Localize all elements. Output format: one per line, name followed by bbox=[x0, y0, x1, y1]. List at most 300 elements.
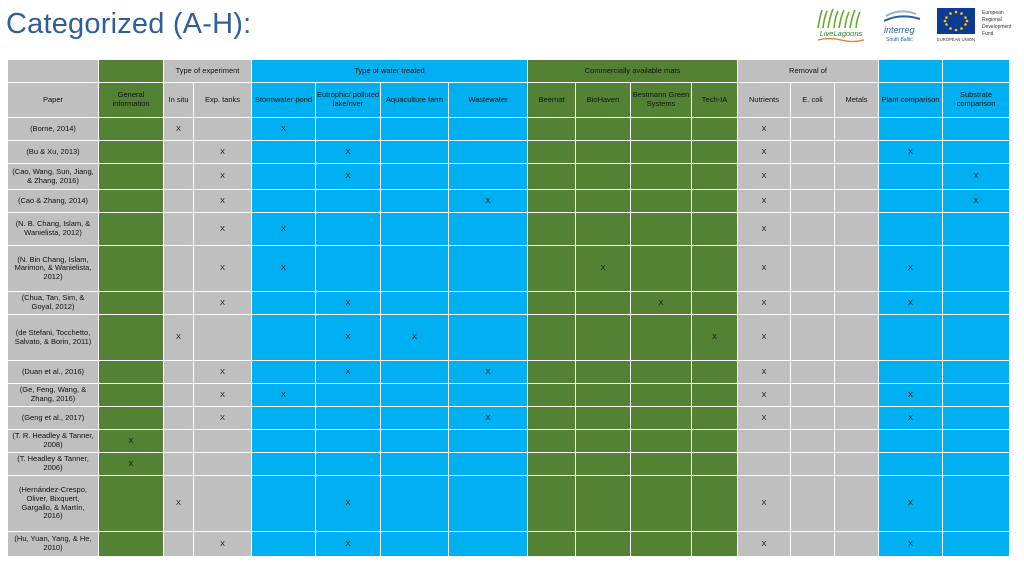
paper-cell: (T. R. Headley & Tanner, 2008) bbox=[8, 430, 98, 452]
mark-cell: X bbox=[194, 213, 251, 245]
mark-cell bbox=[381, 476, 448, 531]
mark-cell bbox=[738, 430, 790, 452]
mark-cell bbox=[835, 453, 878, 475]
mark-cell bbox=[692, 213, 737, 245]
mark-cell bbox=[943, 213, 1009, 245]
mark-cell bbox=[631, 246, 691, 291]
mark-cell bbox=[528, 407, 575, 429]
mark-cell bbox=[528, 532, 575, 556]
mark-cell bbox=[316, 190, 380, 212]
mark-cell bbox=[879, 164, 942, 189]
mark-cell bbox=[316, 430, 380, 452]
mark-cell bbox=[692, 430, 737, 452]
mark-cell bbox=[449, 164, 527, 189]
mark-cell bbox=[791, 164, 834, 189]
mark-cell bbox=[835, 292, 878, 314]
mark-cell bbox=[316, 384, 380, 406]
mark-cell: X bbox=[194, 141, 251, 163]
group-header-empty bbox=[8, 60, 98, 82]
mark-cell: X bbox=[879, 246, 942, 291]
mark-cell bbox=[194, 430, 251, 452]
table-row bbox=[8, 292, 1009, 314]
live-lagoons-logo bbox=[812, 6, 870, 44]
mark-cell bbox=[692, 384, 737, 406]
group-header-experiment: Type of experiment bbox=[164, 60, 251, 82]
mark-cell bbox=[631, 118, 691, 140]
group-header-mats: Commercially available mats bbox=[528, 60, 737, 82]
mark-cell: X bbox=[252, 118, 315, 140]
svg-text:EUROPEAN UNION: EUROPEAN UNION bbox=[936, 37, 976, 42]
mark-cell bbox=[835, 213, 878, 245]
mark-cell bbox=[943, 453, 1009, 475]
mark-cell bbox=[381, 407, 448, 429]
column-header: In situ bbox=[164, 83, 193, 117]
mark-cell bbox=[835, 361, 878, 383]
logo-bar bbox=[812, 6, 1024, 44]
paper-cell: (Hu, Yuan, Yang, & He, 2010) bbox=[8, 532, 98, 556]
mark-cell bbox=[879, 118, 942, 140]
mark-cell bbox=[631, 430, 691, 452]
mark-cell: X bbox=[316, 476, 380, 531]
mark-cell bbox=[194, 315, 251, 360]
svg-text:interreg: interreg bbox=[884, 25, 915, 35]
mark-cell bbox=[381, 453, 448, 475]
column-header: Tech-IA bbox=[692, 83, 737, 117]
mark-cell bbox=[528, 315, 575, 360]
paper-cell: (T. Headley & Tanner, 2006) bbox=[8, 453, 98, 475]
mark-cell: X bbox=[194, 292, 251, 314]
mark-cell bbox=[528, 361, 575, 383]
mark-cell bbox=[791, 361, 834, 383]
literature-table bbox=[7, 59, 1010, 557]
mark-cell bbox=[576, 532, 630, 556]
mark-cell bbox=[943, 361, 1009, 383]
mark-cell bbox=[381, 384, 448, 406]
mark-cell bbox=[631, 384, 691, 406]
mark-cell bbox=[791, 141, 834, 163]
mark-cell bbox=[576, 430, 630, 452]
paper-cell: (Cao, Wang, Sun, Jiang, & Zhang, 2016) bbox=[8, 164, 98, 189]
mark-cell bbox=[99, 164, 163, 189]
mark-cell bbox=[164, 407, 193, 429]
mark-cell bbox=[528, 384, 575, 406]
mark-cell bbox=[943, 430, 1009, 452]
mark-cell: X bbox=[164, 118, 193, 140]
mark-cell bbox=[835, 141, 878, 163]
mark-cell bbox=[99, 384, 163, 406]
svg-text:European: European bbox=[982, 10, 1004, 16]
table-row bbox=[8, 213, 1009, 245]
column-header: Nutrients bbox=[738, 83, 790, 117]
mark-cell bbox=[99, 118, 163, 140]
mark-cell bbox=[692, 453, 737, 475]
mark-cell bbox=[164, 246, 193, 291]
mark-cell bbox=[528, 453, 575, 475]
mark-cell bbox=[252, 141, 315, 163]
mark-cell bbox=[692, 118, 737, 140]
interreg-logo bbox=[880, 6, 932, 44]
mark-cell bbox=[449, 532, 527, 556]
mark-cell bbox=[576, 141, 630, 163]
mark-cell: X bbox=[316, 361, 380, 383]
mark-cell: X bbox=[316, 532, 380, 556]
mark-cell bbox=[791, 213, 834, 245]
eu-flag-logo bbox=[936, 6, 1024, 44]
column-header: BioHaven bbox=[576, 83, 630, 117]
mark-cell bbox=[252, 476, 315, 531]
svg-text:Fund: Fund bbox=[982, 31, 994, 37]
mark-cell bbox=[164, 190, 193, 212]
mark-cell bbox=[449, 384, 527, 406]
column-header: Bestmann Green Systems bbox=[631, 83, 691, 117]
mark-cell bbox=[316, 407, 380, 429]
svg-text:Regional: Regional bbox=[982, 17, 1002, 23]
mark-cell bbox=[381, 164, 448, 189]
mark-cell bbox=[99, 476, 163, 531]
mark-cell bbox=[943, 407, 1009, 429]
mark-cell bbox=[316, 246, 380, 291]
mark-cell bbox=[252, 453, 315, 475]
mark-cell bbox=[576, 476, 630, 531]
mark-cell bbox=[381, 430, 448, 452]
table-row bbox=[8, 407, 1009, 429]
mark-cell bbox=[99, 190, 163, 212]
mark-cell: X bbox=[738, 407, 790, 429]
mark-cell bbox=[164, 141, 193, 163]
mark-cell bbox=[879, 453, 942, 475]
mark-cell bbox=[631, 361, 691, 383]
mark-cell bbox=[528, 430, 575, 452]
mark-cell bbox=[528, 190, 575, 212]
mark-cell bbox=[631, 453, 691, 475]
table-row bbox=[8, 141, 1009, 163]
mark-cell bbox=[835, 407, 878, 429]
mark-cell bbox=[791, 453, 834, 475]
mark-cell: X bbox=[943, 164, 1009, 189]
paper-cell: (Hernández-Crespo, Oliver, Bixquert, Gargallo, & Martín, 2016) bbox=[8, 476, 98, 531]
mark-cell bbox=[252, 164, 315, 189]
mark-cell bbox=[99, 407, 163, 429]
mark-cell bbox=[631, 213, 691, 245]
mark-cell bbox=[528, 141, 575, 163]
mark-cell bbox=[791, 315, 834, 360]
mark-cell bbox=[791, 430, 834, 452]
paper-cell: (N. B. Chang, Islam, & Wanielista, 2012) bbox=[8, 213, 98, 245]
mark-cell bbox=[631, 532, 691, 556]
mark-cell: X bbox=[252, 246, 315, 291]
mark-cell bbox=[835, 384, 878, 406]
mark-cell bbox=[449, 430, 527, 452]
mark-cell bbox=[879, 315, 942, 360]
mark-cell bbox=[791, 476, 834, 531]
mark-cell bbox=[252, 430, 315, 452]
mark-cell bbox=[791, 532, 834, 556]
mark-cell: X bbox=[738, 315, 790, 360]
mark-cell bbox=[252, 292, 315, 314]
mark-cell bbox=[738, 453, 790, 475]
mark-cell bbox=[528, 292, 575, 314]
mark-cell bbox=[528, 118, 575, 140]
mark-cell bbox=[835, 190, 878, 212]
mark-cell bbox=[316, 118, 380, 140]
mark-cell: X bbox=[879, 476, 942, 531]
svg-text:South Baltic: South Baltic bbox=[886, 37, 913, 43]
group-header-water: Type of water treated bbox=[252, 60, 527, 82]
mark-cell bbox=[576, 407, 630, 429]
group-header-substrate bbox=[943, 60, 1009, 82]
mark-cell bbox=[943, 532, 1009, 556]
mark-cell bbox=[692, 361, 737, 383]
mark-cell bbox=[99, 532, 163, 556]
mark-cell bbox=[194, 453, 251, 475]
table-row bbox=[8, 246, 1009, 291]
mark-cell: X bbox=[738, 246, 790, 291]
mark-cell bbox=[99, 292, 163, 314]
mark-cell bbox=[692, 141, 737, 163]
mark-cell: X bbox=[879, 407, 942, 429]
column-header: Substrate comparison bbox=[943, 83, 1009, 117]
paper-cell: (Borne, 2014) bbox=[8, 118, 98, 140]
table-row bbox=[8, 532, 1009, 556]
mark-cell bbox=[943, 384, 1009, 406]
mark-cell: X bbox=[879, 384, 942, 406]
mark-cell: X bbox=[194, 164, 251, 189]
mark-cell bbox=[943, 315, 1009, 360]
paper-cell: (Bu & Xu, 2013) bbox=[8, 141, 98, 163]
mark-cell bbox=[449, 213, 527, 245]
mark-cell bbox=[381, 213, 448, 245]
paper-cell: (Chua, Tan, Sim, & Goyal, 2012) bbox=[8, 292, 98, 314]
mark-cell bbox=[381, 361, 448, 383]
mark-cell bbox=[576, 384, 630, 406]
mark-cell: X bbox=[738, 292, 790, 314]
mark-cell bbox=[943, 476, 1009, 531]
mark-cell: X bbox=[738, 384, 790, 406]
mark-cell bbox=[835, 532, 878, 556]
mark-cell: X bbox=[879, 292, 942, 314]
mark-cell bbox=[449, 246, 527, 291]
mark-cell bbox=[316, 453, 380, 475]
column-header: Metals bbox=[835, 83, 878, 117]
mark-cell bbox=[381, 246, 448, 291]
mark-cell: X bbox=[738, 164, 790, 189]
mark-cell bbox=[835, 118, 878, 140]
mark-cell bbox=[631, 407, 691, 429]
mark-cell bbox=[381, 532, 448, 556]
mark-cell: X bbox=[194, 246, 251, 291]
mark-cell bbox=[835, 315, 878, 360]
paper-cell: (Geng et al., 2017) bbox=[8, 407, 98, 429]
mark-cell bbox=[528, 213, 575, 245]
mark-cell: X bbox=[738, 213, 790, 245]
mark-cell bbox=[879, 190, 942, 212]
mark-cell bbox=[194, 118, 251, 140]
mark-cell: X bbox=[738, 141, 790, 163]
mark-cell: X bbox=[449, 361, 527, 383]
mark-cell: X bbox=[194, 384, 251, 406]
column-header-row bbox=[8, 83, 1009, 117]
mark-cell bbox=[835, 164, 878, 189]
mark-cell bbox=[835, 476, 878, 531]
mark-cell bbox=[164, 430, 193, 452]
table-row bbox=[8, 361, 1009, 383]
mark-cell bbox=[791, 246, 834, 291]
mark-cell bbox=[99, 213, 163, 245]
mark-cell bbox=[449, 453, 527, 475]
column-header: Paper bbox=[8, 83, 98, 117]
column-header: E. coli bbox=[791, 83, 834, 117]
mark-cell bbox=[576, 213, 630, 245]
paper-cell: (N. Bin Chang, Islam, Marimon, & Wanielista, 2012) bbox=[8, 246, 98, 291]
mark-cell: X bbox=[449, 407, 527, 429]
mark-cell: X bbox=[738, 190, 790, 212]
mark-cell bbox=[164, 292, 193, 314]
mark-cell bbox=[576, 453, 630, 475]
paper-cell: (Cao & Zhang, 2014) bbox=[8, 190, 98, 212]
table-row bbox=[8, 453, 1009, 475]
mark-cell bbox=[381, 141, 448, 163]
mark-cell bbox=[692, 407, 737, 429]
table-row bbox=[8, 315, 1009, 360]
mark-cell: X bbox=[576, 246, 630, 291]
mark-cell: X bbox=[879, 532, 942, 556]
mark-cell: X bbox=[316, 164, 380, 189]
mark-cell bbox=[943, 246, 1009, 291]
mark-cell bbox=[631, 164, 691, 189]
mark-cell bbox=[835, 430, 878, 452]
mark-cell bbox=[449, 315, 527, 360]
mark-cell bbox=[449, 118, 527, 140]
mark-cell: X bbox=[449, 190, 527, 212]
mark-cell bbox=[381, 190, 448, 212]
page-title: Categorized (A-H): bbox=[6, 8, 252, 40]
table-row bbox=[8, 430, 1009, 452]
mark-cell bbox=[164, 164, 193, 189]
table-row bbox=[8, 476, 1009, 531]
mark-cell bbox=[252, 315, 315, 360]
mark-cell bbox=[692, 246, 737, 291]
mark-cell: X bbox=[194, 532, 251, 556]
mark-cell bbox=[692, 476, 737, 531]
group-header-row bbox=[8, 60, 1009, 82]
mark-cell bbox=[692, 164, 737, 189]
mark-cell bbox=[449, 141, 527, 163]
mark-cell: X bbox=[316, 141, 380, 163]
mark-cell bbox=[576, 361, 630, 383]
paper-cell: (Duan et al., 2016) bbox=[8, 361, 98, 383]
mark-cell bbox=[576, 292, 630, 314]
mark-cell: X bbox=[692, 315, 737, 360]
mark-cell: X bbox=[381, 315, 448, 360]
mark-cell bbox=[791, 292, 834, 314]
column-header: Plant comparison bbox=[879, 83, 942, 117]
mark-cell: X bbox=[194, 361, 251, 383]
svg-text:LiveLagoons: LiveLagoons bbox=[819, 29, 863, 38]
column-header: Aquaculture farm bbox=[381, 83, 448, 117]
mark-cell bbox=[164, 384, 193, 406]
mark-cell bbox=[576, 315, 630, 360]
mark-cell: X bbox=[879, 141, 942, 163]
paper-cell: (de Stefani, Tocchetto, Salvato, & Borin, 2011) bbox=[8, 315, 98, 360]
mark-cell bbox=[791, 190, 834, 212]
mark-cell bbox=[692, 292, 737, 314]
mark-cell bbox=[576, 118, 630, 140]
mark-cell bbox=[252, 361, 315, 383]
mark-cell: X bbox=[99, 453, 163, 475]
mark-cell bbox=[99, 141, 163, 163]
table-row bbox=[8, 164, 1009, 189]
mark-cell: X bbox=[631, 292, 691, 314]
mark-cell: X bbox=[316, 315, 380, 360]
mark-cell: X bbox=[738, 532, 790, 556]
column-header: Beemat bbox=[528, 83, 575, 117]
column-header: General information bbox=[99, 83, 163, 117]
mark-cell: X bbox=[738, 476, 790, 531]
mark-cell bbox=[631, 476, 691, 531]
mark-cell bbox=[879, 213, 942, 245]
mark-cell bbox=[381, 118, 448, 140]
column-header: Wastewater bbox=[449, 83, 527, 117]
mark-cell: X bbox=[252, 384, 315, 406]
mark-cell bbox=[164, 453, 193, 475]
mark-cell bbox=[99, 315, 163, 360]
mark-cell bbox=[576, 190, 630, 212]
column-header: Eutrophic/ polluted lake/river bbox=[316, 83, 380, 117]
mark-cell bbox=[252, 532, 315, 556]
table-row bbox=[8, 384, 1009, 406]
mark-cell bbox=[164, 213, 193, 245]
mark-cell bbox=[449, 292, 527, 314]
mark-cell bbox=[164, 532, 193, 556]
mark-cell bbox=[835, 246, 878, 291]
mark-cell bbox=[791, 407, 834, 429]
mark-cell bbox=[381, 292, 448, 314]
mark-cell bbox=[631, 190, 691, 212]
mark-cell bbox=[791, 384, 834, 406]
mark-cell bbox=[252, 407, 315, 429]
mark-cell bbox=[99, 246, 163, 291]
group-header-plant bbox=[879, 60, 942, 82]
group-header-removal: Removal of bbox=[738, 60, 878, 82]
mark-cell bbox=[99, 361, 163, 383]
mark-cell: X bbox=[194, 190, 251, 212]
mark-cell bbox=[449, 476, 527, 531]
group-header-general bbox=[99, 60, 163, 82]
mark-cell bbox=[316, 213, 380, 245]
svg-text:Development: Development bbox=[982, 24, 1012, 30]
mark-cell bbox=[791, 118, 834, 140]
mark-cell bbox=[528, 476, 575, 531]
table-row bbox=[8, 190, 1009, 212]
mark-cell: X bbox=[164, 476, 193, 531]
mark-cell bbox=[252, 190, 315, 212]
mark-cell bbox=[692, 190, 737, 212]
column-header: Stormwater pond bbox=[252, 83, 315, 117]
mark-cell bbox=[194, 476, 251, 531]
mark-cell bbox=[576, 164, 630, 189]
column-header: Exp. tanks bbox=[194, 83, 251, 117]
mark-cell bbox=[164, 361, 193, 383]
mark-cell: X bbox=[316, 292, 380, 314]
table-row bbox=[8, 118, 1009, 140]
mark-cell bbox=[631, 141, 691, 163]
mark-cell bbox=[879, 361, 942, 383]
mark-cell bbox=[943, 141, 1009, 163]
mark-cell bbox=[692, 532, 737, 556]
mark-cell bbox=[943, 118, 1009, 140]
mark-cell: X bbox=[252, 213, 315, 245]
mark-cell bbox=[528, 164, 575, 189]
